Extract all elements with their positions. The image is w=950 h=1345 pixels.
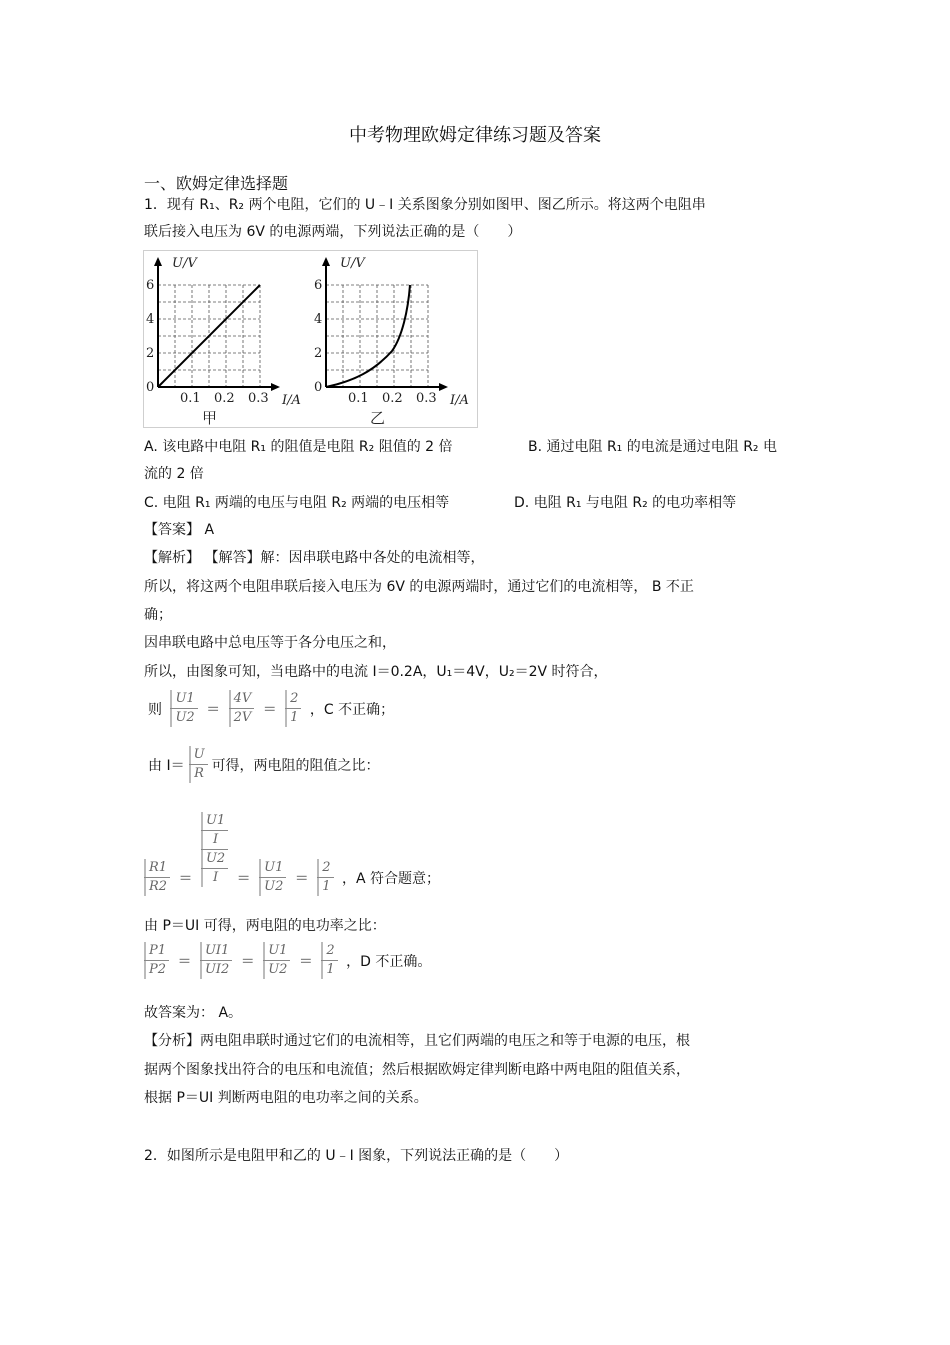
x-tick-0.1-b: 0.1 (348, 391, 369, 406)
y-tick-4: 4 (146, 312, 155, 327)
y-axis-label: U/V (172, 256, 197, 271)
power-ratio-intro: 由 P＝UI 可得，两电阻的电功率之比： (144, 918, 386, 934)
graph-jia (146, 256, 301, 427)
frac-nested: $\frac{\frac{U1}{I}}{\frac{U2}{I}}$ (201, 812, 228, 887)
graph-yi (314, 256, 469, 427)
option-a: A. 该电路中电阻 R₁ 的阻值是电阻 R₂ 阻值的 2 倍 (144, 439, 453, 455)
analysis-line-5: 所以，由图象可知，当电路中的电流 I＝0.2A，U₁＝4V，U₂＝2V 时符合， (144, 664, 608, 680)
x-tick-0.3-b: 0.3 (416, 391, 437, 406)
y-tick-0: 0 (146, 380, 155, 395)
ui-graph-figure (143, 250, 478, 428)
question-1-line-1: 1．现有 R₁、R₂ 两个电阻，它们的 U﹣I 关系图象分别如图甲、图乙所示。将这两个电阻串 (144, 197, 706, 213)
y-tick-6: 6 (146, 278, 155, 293)
option-b-line-2: 流的 2 倍 (144, 466, 204, 482)
resistance-ratio-formula: $\frac{R1}{R2}$ ＝ $\frac{\frac{U1}{I}}{\frac{U2}{I}}$ ＝ $\frac{U1}{U2}$ ＝ $\frac{2}{1}$ ，A 符合题意； (144, 803, 444, 896)
x-tick-0.2: 0.2 (214, 391, 235, 406)
y-tick-4-b: 4 (314, 312, 323, 327)
analysis-summary-line-1: 【分析】两电阻串联时通过它们的电流相等，且它们两端的电压之和等于电源的电压，根 (144, 1033, 690, 1049)
x-axis-label-2: I/A (450, 393, 469, 408)
y-tick-2: 2 (146, 346, 155, 361)
frac-u-r: $\frac{U}{R}$ (189, 746, 208, 783)
x-axis-label: I/A (282, 393, 301, 408)
voltage-ratio-formula: 则 $\frac{U1}{U2}$ ＝ $\frac{4V}{2V}$ ＝ $\frac{2}{1}$ ，C 不正确； (144, 690, 398, 727)
power-ratio-formula: $\frac{P1}{P2}$ ＝ $\frac{UI1}{UI2}$ ＝ $\frac{U1}{U2}$ ＝ $\frac{2}{1}$ ，D 不正确。 (144, 942, 435, 979)
y-tick-2-b: 2 (314, 346, 323, 361)
ui-graphs-svg (144, 251, 477, 427)
option-d: D. 电阻 R₁ 与电阻 R₂ 的电功率相等 (514, 495, 737, 511)
y-tick-6-b: 6 (314, 278, 323, 293)
analysis-summary-line-3: 根据 P＝UI 判断两电阻的电功率之间的关系。 (144, 1090, 428, 1106)
x-tick-0.2-b: 0.2 (382, 391, 403, 406)
x-tick-0.3: 0.3 (248, 391, 269, 406)
option-b-line-1: B. 通过电阻 R₁ 的电流是通过电阻 R₂ 电 (528, 439, 777, 455)
graph-label-jia: 甲 (202, 409, 218, 427)
analysis-summary-line-2: 据两个图象找出符合的电压和电流值；然后根据欧姆定律判断电路中两电阻的阻值关系， (144, 1062, 690, 1078)
x-tick-0.1: 0.1 (180, 391, 201, 406)
graph-label-yi: 乙 (370, 409, 386, 427)
frac-4v-2v: $\frac{4V}{2V}$ (229, 690, 255, 727)
analysis-line-3: 确； (144, 607, 172, 623)
section-heading: 一、欧姆定律选择题 (144, 174, 289, 193)
ze-text: 则 (148, 701, 162, 718)
option-c: C. 电阻 R₁ 两端的电压与电阻 R₂ 两端的电压相等 (144, 495, 450, 511)
analysis-line-2: 所以，将这两个电阻串联后接入电压为 6V 的电源两端时，通过它们的电流相等， B 不正 (144, 579, 694, 595)
final-answer: 故答案为： A。 (144, 1005, 243, 1021)
question-2-line-1: 2．如图所示是电阻甲和乙的 U﹣I 图象，下列说法正确的是（ ） (144, 1148, 569, 1164)
frac-u1-u2: $\frac{U1}{U2}$ (170, 690, 197, 727)
analysis-line-1: 【解析】 【解答】解：因串联电路中各处的电流相等， (144, 550, 485, 566)
page-title: 中考物理欧姆定律练习题及答案 (349, 125, 601, 146)
frac-2-1: $\frac{2}{1}$ (285, 690, 301, 727)
ohm-law-formula: 由 I＝ $\frac{U}{R}$ 可得，两电阻的阻值之比： (148, 747, 380, 781)
answer: 【答案】 A (144, 522, 215, 538)
analysis-line-4: 因串联电路中总电压等于各分电压之和， (144, 635, 396, 651)
y-tick-0-b: 0 (314, 380, 323, 395)
frac-r1-r2: $\frac{R1}{R2}$ (144, 859, 170, 896)
y-axis-label-2: U/V (340, 256, 365, 271)
question-1-line-2: 联后接入电压为 6V 的电源两端，下列说法正确的是（ ） (144, 224, 522, 240)
